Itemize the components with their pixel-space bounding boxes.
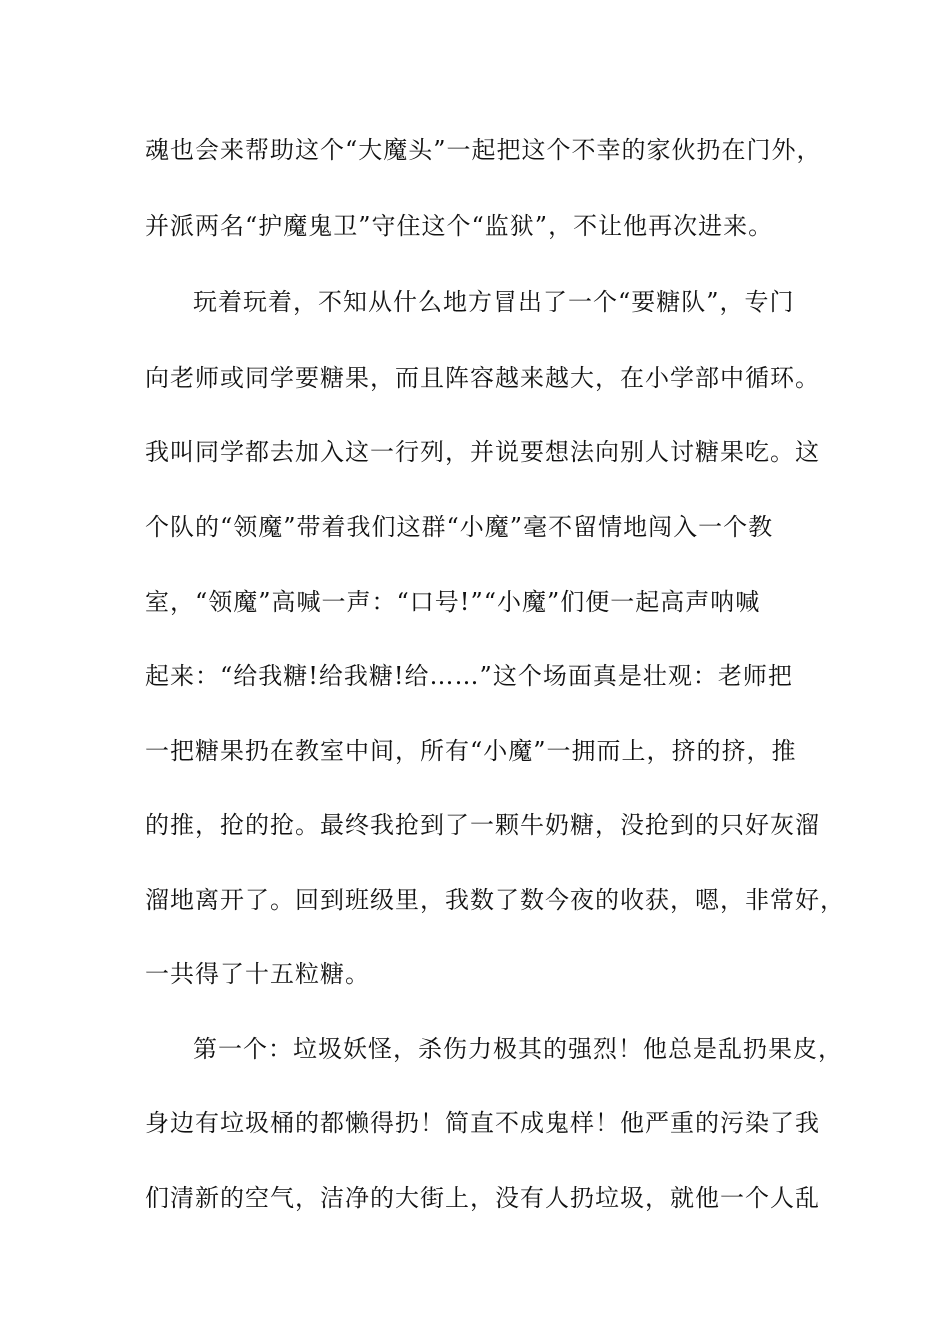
text-line: 室，“领魔”高喊一声：“口号!”“小魔”们便一起高声呐喊 xyxy=(145,588,761,616)
paragraph-first-line: 玩着玩着，不知从什么地方冒出了一个“要糖队”，专门 xyxy=(193,288,795,316)
text-line: 一把糖果扔在教室中间，所有“小魔”一拥而上，挤的挤，推 xyxy=(145,737,797,765)
text-line: 起来：“给我糖!给我糖!给……”这个场面真是壮观：老师把 xyxy=(145,662,793,690)
text-line: 们清新的空气，洁净的大街上，没有人扔垃圾，就他一个人乱 xyxy=(145,1184,820,1212)
paragraph-first-line: 第一个：垃圾妖怪，杀伤力极其的强烈！他总是乱扔果皮， xyxy=(193,1035,843,1063)
text-line: 溜地离开了。回到班级里，我数了数今夜的收获，嗯，非常好， xyxy=(145,886,845,914)
text-line: 身边有垃圾桶的都懒得扔！简直不成鬼样！他严重的污染了我 xyxy=(145,1109,820,1137)
text-line: 我叫同学都去加入这一行列，并说要想法向别人讨糖果吃。这 xyxy=(145,438,820,466)
text-line: 魂也会来帮助这个“大魔头”一起把这个不幸的家伙扔在门外， xyxy=(145,136,822,164)
text-line: 向老师或同学要糖果，而且阵容越来越大，在小学部中循环。 xyxy=(145,364,820,392)
text-line: 并派两名“护魔鬼卫”守住这个“监狱”，不让他再次进来。 xyxy=(145,212,774,240)
text-line: 的推，抢的抢。最终我抢到了一颗牛奶糖，没抢到的只好灰溜 xyxy=(145,811,820,839)
text-line: 个队的“领魔”带着我们这群“小魔”毫不留情地闯入一个教 xyxy=(145,513,774,541)
text-line: 一共得了十五粒糖。 xyxy=(145,960,370,988)
